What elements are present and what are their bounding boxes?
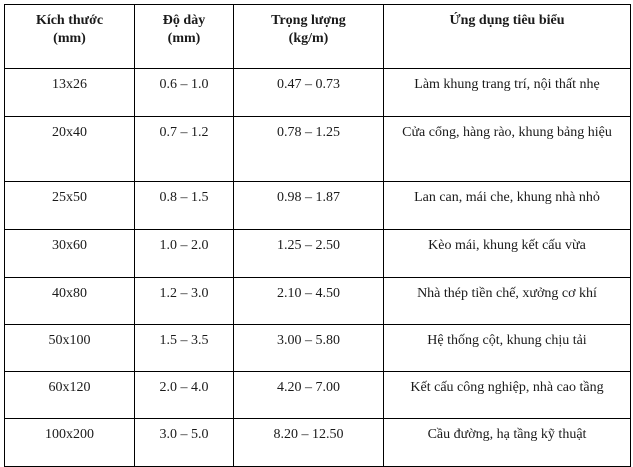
cell-application: Lan can, mái che, khung nhà nhỏ (384, 182, 631, 230)
cell-thickness: 0.8 – 1.5 (135, 182, 234, 230)
header-thickness-unit: (mm) (167, 31, 201, 46)
cell-size: 13x26 (5, 69, 135, 117)
cell-application: Cầu đường, hạ tầng kỹ thuật (384, 419, 631, 467)
header-weight-unit: (kg/m) (288, 31, 329, 46)
cell-size: 100x200 (5, 419, 135, 467)
header-application-label: Ứng dụng tiêu biểu (449, 13, 565, 28)
cell-thickness: 3.0 – 5.0 (135, 419, 234, 467)
cell-weight: 0.47 – 0.73 (234, 69, 384, 117)
cell-weight: 1.25 – 2.50 (234, 230, 384, 278)
cell-application: Nhà thép tiền chế, xưởng cơ khí (384, 278, 631, 325)
cell-application: Kèo mái, khung kết cấu vừa (384, 230, 631, 278)
header-weight (234, 5, 384, 69)
cell-application: Kết cấu công nghiệp, nhà cao tầng (384, 372, 631, 419)
cell-size: 50x100 (5, 325, 135, 372)
steel-specs-table (4, 4, 631, 467)
cell-weight: 2.10 – 4.50 (234, 278, 384, 325)
cell-size: 40x80 (5, 278, 135, 325)
header-thickness-label: Độ dày (162, 13, 206, 28)
table-row (5, 325, 631, 372)
header-row (5, 5, 631, 69)
cell-thickness: 0.7 – 1.2 (135, 117, 234, 182)
table-row (5, 230, 631, 278)
cell-weight: 3.00 – 5.80 (234, 325, 384, 372)
header-thickness (135, 5, 234, 69)
cell-size: 20x40 (5, 117, 135, 182)
cell-application: Cửa cổng, hàng rào, khung bảng hiệu (384, 117, 631, 182)
header-size (5, 5, 135, 69)
table-row (5, 117, 631, 182)
cell-thickness: 1.0 – 2.0 (135, 230, 234, 278)
cell-application: Hệ thống cột, khung chịu tải (384, 325, 631, 372)
header-weight-label: Trọng lượng (271, 13, 346, 28)
cell-thickness: 1.5 – 3.5 (135, 325, 234, 372)
cell-size: 30x60 (5, 230, 135, 278)
table-row (5, 69, 631, 117)
table-row (5, 419, 631, 467)
cell-thickness: 0.6 – 1.0 (135, 69, 234, 117)
table-row (5, 372, 631, 419)
cell-size: 60x120 (5, 372, 135, 419)
header-size-unit: (mm) (53, 31, 86, 46)
table-row (5, 278, 631, 325)
cell-weight: 0.78 – 1.25 (234, 117, 384, 182)
table-row (5, 182, 631, 230)
cell-weight: 8.20 – 12.50 (234, 419, 384, 467)
cell-thickness: 1.2 – 3.0 (135, 278, 234, 325)
header-size-label: Kích thước (35, 13, 104, 28)
cell-thickness: 2.0 – 4.0 (135, 372, 234, 419)
cell-weight: 0.98 – 1.87 (234, 182, 384, 230)
cell-size: 25x50 (5, 182, 135, 230)
cell-application: Làm khung trang trí, nội thất nhẹ (384, 69, 631, 117)
cell-weight: 4.20 – 7.00 (234, 372, 384, 419)
header-application (384, 5, 631, 69)
